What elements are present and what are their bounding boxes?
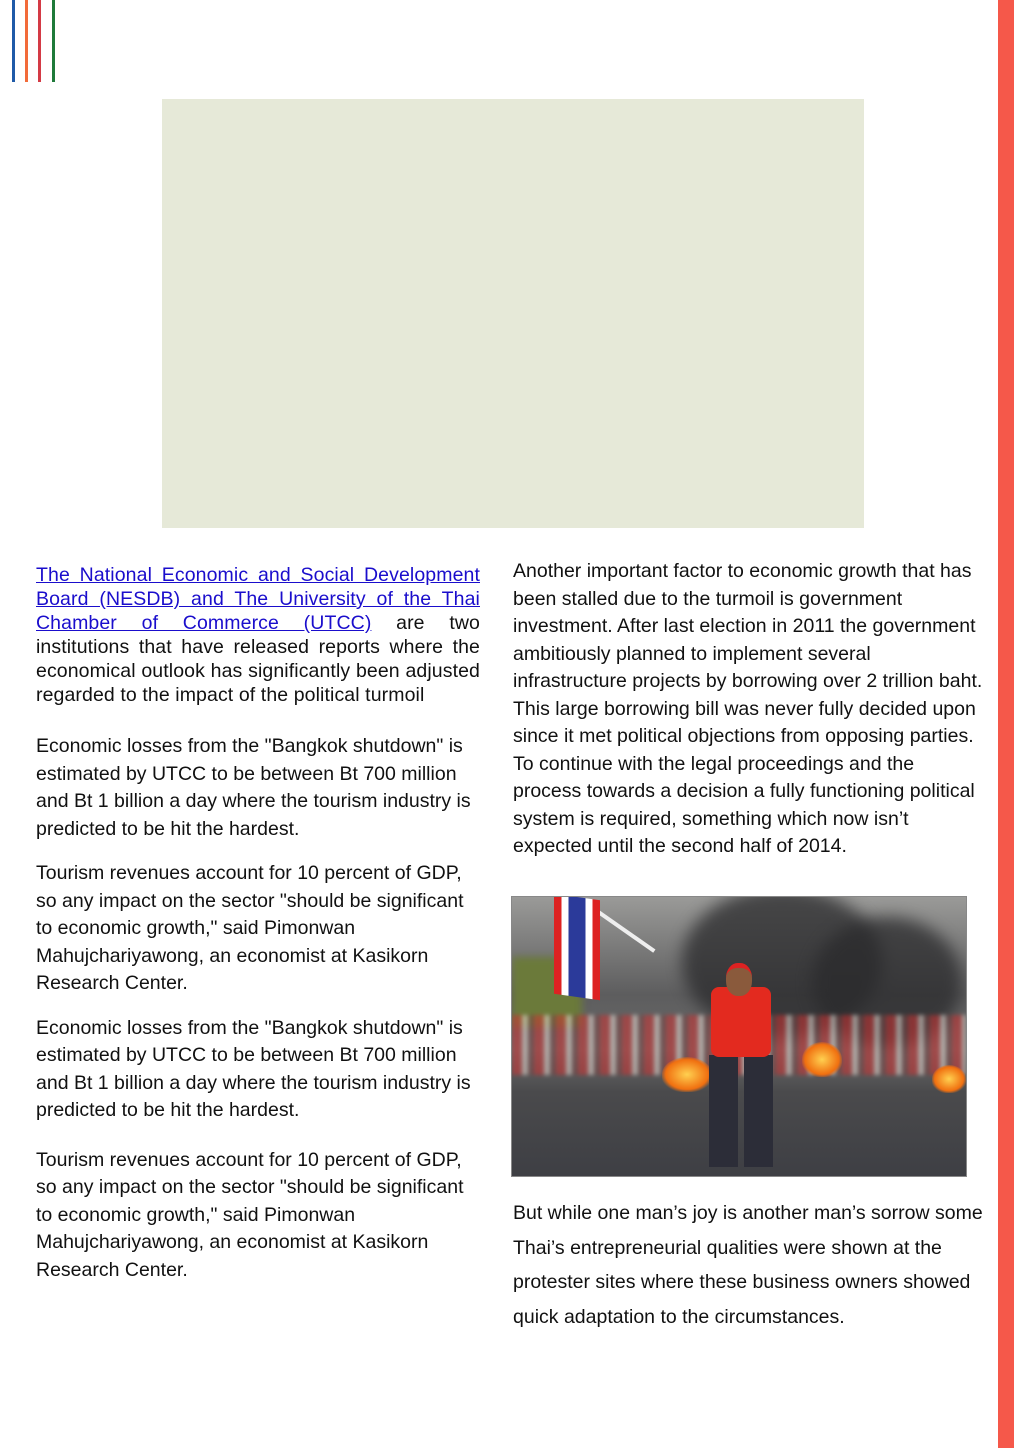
decor-line-red [38, 0, 41, 82]
photo-fire [932, 1065, 966, 1093]
side-accent-bar [998, 0, 1014, 1448]
photo-fire [802, 1042, 842, 1077]
closing-paragraph-wrap [513, 1196, 988, 1351]
paragraph: Tourism revenues account for 10 percent of GDP, so any impact on the sector "should be significant to economic growth," said Pimonwan Mahujchariyawong, an economist at Kasikorn Research Center. [36, 1148, 464, 1281]
photo-man-head [726, 963, 752, 996]
decor-line-green [52, 0, 55, 82]
left-column [36, 563, 480, 1301]
paragraph: Another important factor to economic growth that has been stalled due to the turmoil is government investment. After last election in 2011 the government ambitiously planned to implement several infrastructure projects by borrowing over 2 trillion baht. This large borrowing bill was never fully decided upon since it met political objections from opposing parties. To continue with the legal proceedings and the process towards a decision a fully functioning political system is required, something which now isn’t expected until the second half of 2014. [513, 560, 983, 857]
intro-text: are two institutions that have released reports where the economical outlook has significantly been adjusted regarded to the impact of the political turmoil [36, 612, 480, 706]
decor-line-orange [25, 0, 28, 82]
photo-fire [662, 1057, 712, 1092]
paragraph: But while one man’s joy is another man’s sorrow some Thai’s entrepreneurial qualities were shown at the protester sites where these business owners showed quick adaptation to the circumstances. [513, 1202, 983, 1328]
paragraph: Economic losses from the "Bangkok shutdown" is estimated by UTCC to be between Bt 700 million and Bt 1 billion a day where the tourism industry is predicted to be hit the hardest. [36, 735, 471, 840]
photo-man-shirt [711, 987, 771, 1057]
right-column [513, 558, 983, 878]
hero-image-placeholder [162, 99, 864, 528]
intro-paragraph [36, 563, 480, 707]
protester-photo [511, 896, 967, 1177]
decor-line-blue [12, 0, 15, 82]
paragraph: Economic losses from the "Bangkok shutdown" is estimated by UTCC to be between Bt 700 million and Bt 1 billion a day where the tourism industry is predicted to be hit the hardest. [36, 1016, 471, 1121]
photo-man-legs [709, 1055, 773, 1167]
photo-flag-pole [596, 909, 656, 952]
paragraph: Tourism revenues account for 10 percent of GDP, so any impact on the sector "should be significant to economic growth," said Pimonwan Mahujchariyawong, an economist at Kasikorn Research Center. [36, 862, 464, 994]
institutions-link[interactable]: The National Economic and Social Development Board (NESDB) and The University of the Thai Chamber of Commerce (UTCC) [36, 564, 480, 634]
thai-flag [554, 896, 600, 1000]
